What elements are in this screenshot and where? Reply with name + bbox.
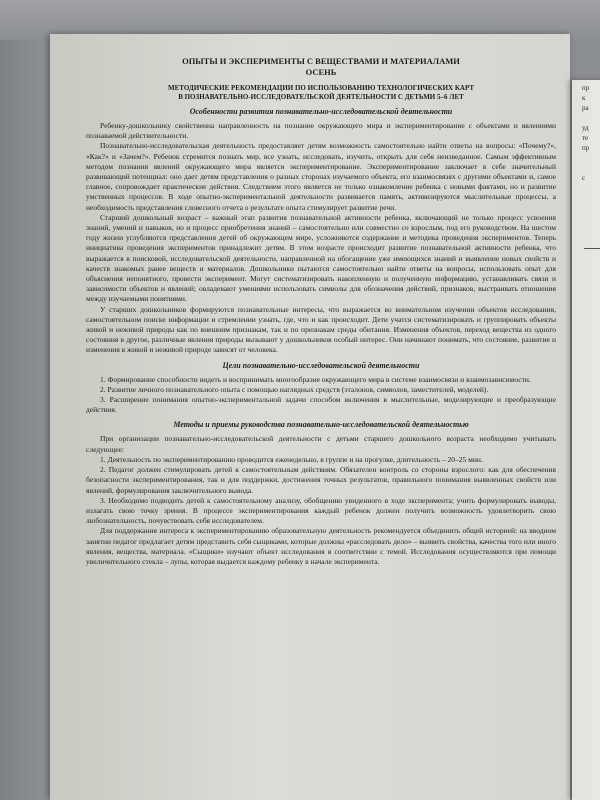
method-paragraph: Для поддержания интереса к экспериментированию образовательную деятельность рекомендуется объединить общей историей: на вводном занятии педагог предлагает детям представить себя сыщиками, которые должны «расследовать дело» – выявить свойства, качества того или иного явления, вещества, материала. «Сыщики» изучают объект исследования в соответствии с темой. Исследования осуществляются при помощи увеличительного стекла – лупы, которая выдается каждому ребенку в начале эксперимента.: [86, 526, 556, 566]
section2-heading: Цели познавательно-исследовательской деятельности: [222, 360, 420, 370]
adjacent-page-rule: [584, 248, 600, 249]
background-left: [0, 40, 50, 800]
section3-intro: При организации познавательно-исследовательской деятельности с детьми старшего дошкольного возраста необходимо учитывать следующее:: [86, 434, 556, 454]
section3-heading: Методы и приемы руководства познавательно-исследовательской деятельностью: [173, 420, 469, 430]
document-subtitle-line2: В ПОЗНАВАТЕЛЬНО-ИССЛЕДОВАТЕЛЬСКОЙ ДЕЯТЕЛЬНОСТИ С ДЕТЬМИ 5–6 ЛЕТ: [178, 93, 464, 101]
method-item: 2. Педагог должен стимулировать детей к самостоятельным действиям. Обязателен контроль со стороны взрослого: как для обеспечения безопасности экспериментирования, так и для поддержки, достижения точных результатов, правильного понимания выявленных свойств или явлений, формулирования заключительного вывода.: [86, 465, 556, 495]
adjacent-page-fragment: те: [582, 134, 589, 142]
adjacent-page: [572, 80, 600, 800]
section1-heading: Особенности развития познавательно-исследовательской деятельности: [189, 107, 453, 116]
adjacent-page-fragment: уд: [582, 124, 589, 132]
method-item: 3. Необходимо подводить детей к самостоятельному анализу, обобщению увиденного в ходе эксперимента; учить формулировать выводы, излагать свою точку зрения. В процессе экспериментирования каждый ребенок должен получить возможность удовлетворить свою любознательность, почувствовать себя исследователем.: [86, 495, 556, 526]
adjacent-page-fragment: пр: [582, 144, 590, 152]
adjacent-page-fragment: с: [582, 174, 586, 182]
goal-item: 3. Расширение понимания опытно-экспериментальной задачи способом включения в мыслительные, моделирующие и преобразующие действия.: [86, 395, 556, 415]
document-page: [50, 34, 570, 800]
document-content: [86, 56, 556, 796]
section1-paragraph: Познавательно-исследовательская деятельность предоставляет детям возможность самостоятельно найти ответы на вопросы: «Почему?», «Как?» и «Зачем?». Ребенок стремится познать мир, все узнать, исследовать, изучить, открыть для себя неизведанное. Самым эффективным методом познания явлений окружающего мира является экспериментирование. Экспериментирование заключает в себе значительный развивающий потенциал: оно дает детям представления о разных сторонах изучаемого объекта, его взаимосвязях с другими объектами и, самое главное, сопровождает практические действия. Следствием этого является не только ознакомление ребенка с новыми фактами, но и развитие умственных процессов. В ходе опытно-экспериментальной деятельности развивается память, активизируются мыслительные процессы, а необходимость представления словесного отчета о результате опыта стимулирует развитие речи.: [86, 141, 556, 212]
adjacent-page-fragment: пр: [582, 84, 590, 92]
goal-item: 1. Формирование способности видеть и воспринимать многообразие окружающего мира в системе взаимосвязи и взаимозависимости.: [100, 374, 531, 384]
document-season: ОСЕНЬ: [305, 67, 337, 77]
document-title: ОПЫТЫ И ЭКСПЕРИМЕНТЫ С ВЕЩЕСТВАМИ И МАТЕРИАЛАМИ: [182, 56, 460, 66]
section1-paragraph: У старших дошкольников формируются познавательные интересы, что выражается во внимательном изучении объектов исследования, самостоятельном поиске информации и стремлении узнать, где, что и как происходит. Дети учатся систематизировать и группировать объекты живой и неживой природы как по внешним признакам, так и по признакам среды обитания. Изменения объектов, переход вещества из одного состояния в другое, различные явления природы вызывают у дошкольников особый интерес. Они начинают понимать, что состояние, развитие и изменения в живой и неживой природе зависят от человека.: [86, 304, 556, 355]
adjacent-page-fragment: к: [582, 94, 586, 102]
document-subtitle-line1: МЕТОДИЧЕСКИЕ РЕКОМЕНДАЦИИ ПО ИСПОЛЬЗОВАНИЮ ТЕХНОЛОГИЧЕСКИХ КАРТ: [167, 84, 475, 92]
adjacent-page-fragment: ра: [582, 104, 589, 112]
method-item: 1. Деятельность по экспериментированию проводится еженедельно, в группе и на прогулке, длительность – 20–25 мин.: [100, 454, 483, 464]
section1-paragraph: Старший дошкольный возраст – важный этап развития познавательной активности ребенка, включающий не только процесс усвоения знаний, умений и навыков, но и процесс приобретения знаний – самостоятельно или совместно со взрослым, под его руководством. На шестом году жизни углубляются представления детей об окружающем мире, усложняются содержание и методика проведения экспериментов. Теперь инициатива проведения экспериментов принадлежит детям. В этом возрасте происходит развитие познавательной активности ребенка, что выражается в поисковой, исследовательской деятельности, направленной на обогащение уже имеющихся знаний и выявление новых свойств и качеств знакомых ранее веществ и материалов. Дошкольники пытаются самостоятельно найти ответы на вопросы, использовать опыт для объяснения непонятного, провести эксперимент. Могут систематизировать накопленную и полученную информацию, устанавливать связи и зависимости объектов и явлений; овладевают умениями использовать символы для обозначения действий, признаков, выстраивать отношения между изучаемыми понятиями.: [86, 212, 556, 304]
section1-paragraph: Ребенку-дошкольнику свойственна направленность на познание окружающего мира и экспериментирование с объектами и явлениями познаваемой действительности.: [86, 121, 556, 141]
goal-item: 2. Развитие личного познавательного опыта с помощью наглядных средств (эталонов, символов, заместителей, моделей).: [100, 384, 489, 394]
